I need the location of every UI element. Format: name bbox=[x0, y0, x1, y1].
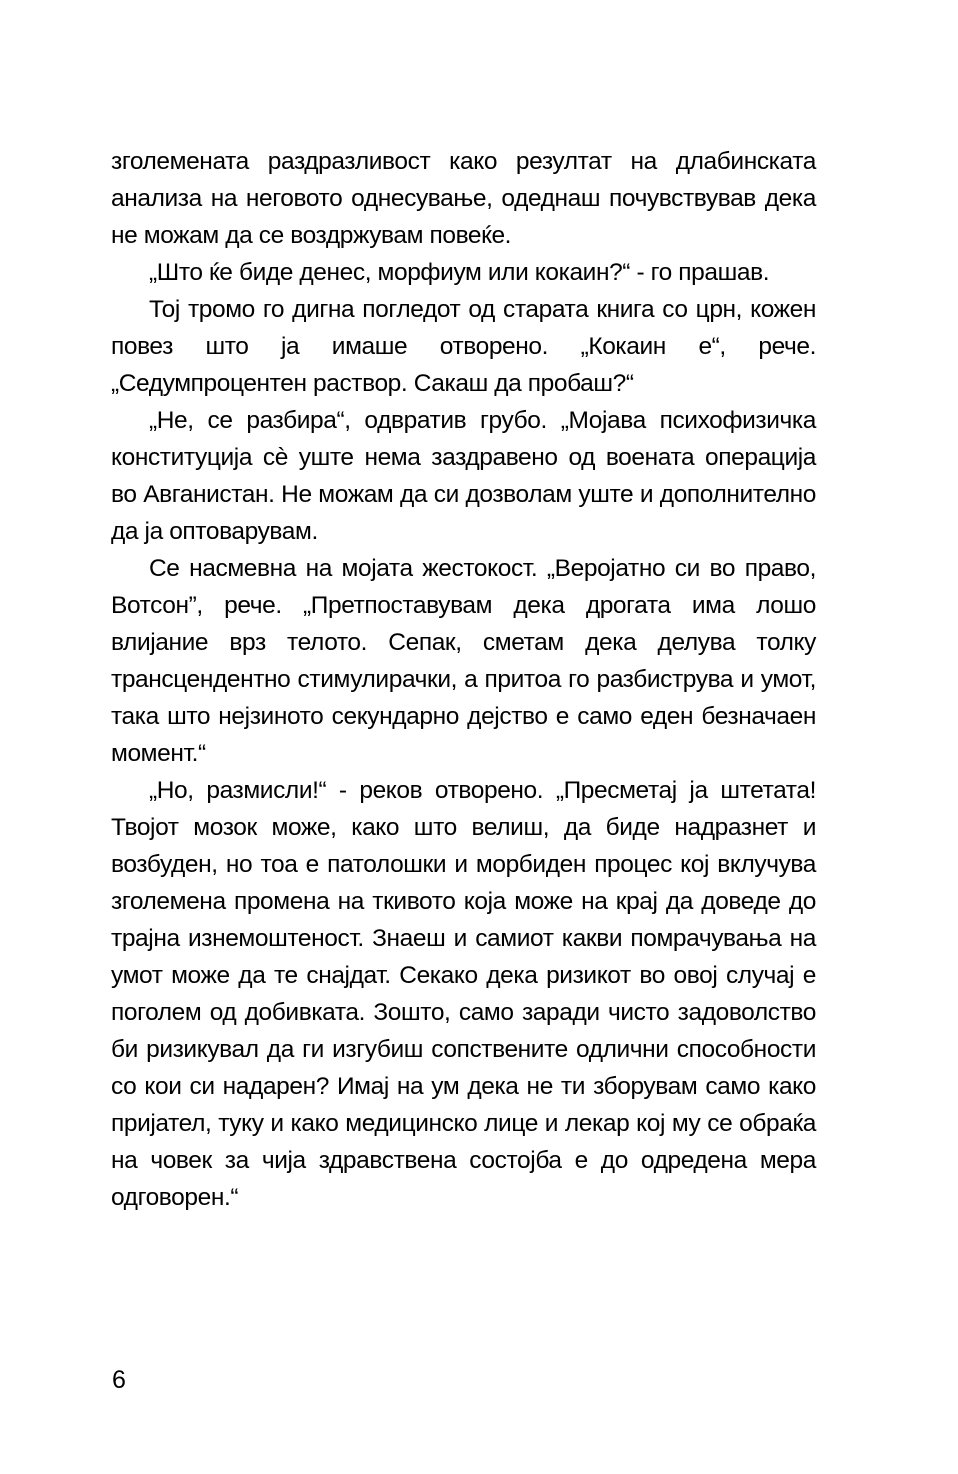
paragraph-4: „Не, се разбира“, одвратив грубо. „Мојава психофизичка конституција сè уште нема заздравено од воената операција во Авганистан. Не можам да си дозволам уште и дополнително да ја оптоварувам. bbox=[111, 407, 816, 545]
paragraph-5: Се насмевна на мојата жестокост. „Веројатно си во право, Вотсон”, рече. „Претпоставувам дека дрогата има лошо влијание врз телото. Сепак, сметам дека делува толку трансцендентно стимулирачки, а притоа го разбиструва и умот, така што нејзиното секундарно дејство е само еден безначаен момент.“ bbox=[111, 555, 816, 767]
paragraph-1: зголемената раздразливост како резултат на длабинската анализа на неговото однесување, одеднаш почувствував дека не можам да се воздржувам повеќе. bbox=[111, 148, 816, 249]
paragraph-3: Тој тромо го дигна погледот од старата книга со црн, кожен повез што ја имаше отворено. „Кокаин е“, рече. „Седумпроцентен раствор. Сакаш да пробаш?“ bbox=[111, 296, 816, 397]
paragraph-2: „Што ќе биде денес, морфиум или кокаин?“ - го прашав. bbox=[149, 259, 770, 286]
page-number: 6 bbox=[112, 1366, 126, 1394]
page-body bbox=[111, 143, 816, 1216]
paragraph-6: „Но, размисли!“ - реков отворено. „Пресметај ја штетата! Твојот мозок може, како што велиш, да биде надразнет и возбуден, но тоа е патолошки и морбиден процес кој вклучува зголемена промена на ткивото која може на крај да доведе до трајна изнемоштеност. Знаеш и самиот какви помрачувања на умот може да те снајдат. Секако дека ризикот во овој случај е поголем од добивката. Зошто, само заради чисто задоволство би ризикувал да ги изгубиш сопствените одлични способности со кои си надарен? Имај на ум дека не ти зборувам само како пријател, туку и како медицинско лице и лекар кој му се обраќа на човек за чија здравствена состојба е до одредена мера одговорен.“ bbox=[111, 777, 816, 1211]
